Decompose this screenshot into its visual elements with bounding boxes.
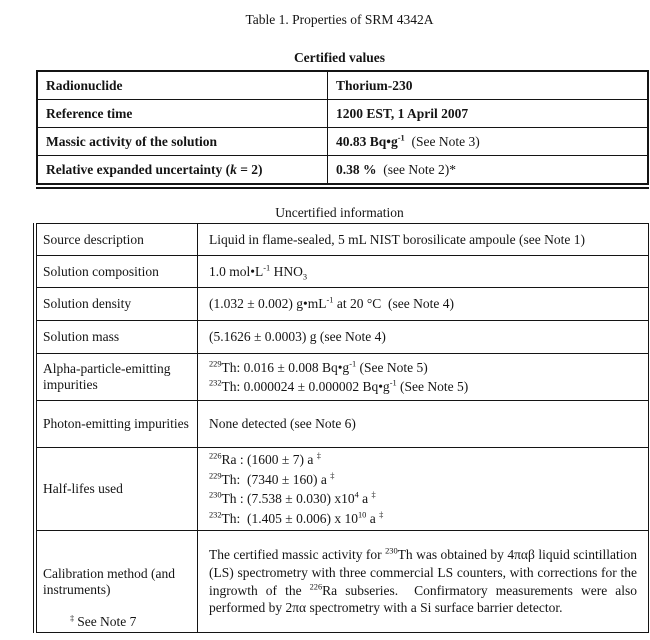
uncertified-information-heading: Uncertified information: [275, 205, 404, 220]
table-row: [37, 321, 649, 354]
row-label: Calibration method (and instruments): [37, 531, 198, 633]
row-label: Relative expanded uncertainty (k = 2): [37, 156, 328, 185]
table-row: [37, 256, 649, 288]
table-row: [37, 100, 648, 128]
value-line: Liquid in flame-sealed, 5 mL NIST borosilicate ampoule (see Note 1): [209, 231, 586, 247]
row-value: [198, 401, 649, 448]
table-row: [37, 401, 649, 448]
value-line: None detected (see Note 6): [209, 416, 356, 432]
row-label: Photon-emitting impurities: [37, 401, 198, 448]
row-label: Alpha-particle-emitting impurities: [37, 354, 198, 401]
row-label: Solution mass: [37, 321, 198, 354]
table-row: [37, 354, 649, 401]
value-line: $^{229}$Th: 0.016 ± 0.008 $Bq•g^{-1}$ (See Note 5): [209, 359, 428, 375]
row-label: Radionuclide: [37, 71, 328, 100]
value-line: 1.0 $mol•L^{-1}$ $HNO_3$: [209, 263, 308, 282]
row-value: [198, 531, 649, 633]
row-value: [198, 224, 649, 256]
value-line: $^{230}$Th : (7.538 ± 0.030) $x10^4$ a ‡: [209, 490, 376, 506]
value-line: $^{226}$Ra : (1600 ± 7) a ‡: [209, 451, 321, 467]
row-value: 0.38 % (see Note 2)*: [328, 156, 649, 185]
row-value: [198, 448, 649, 531]
value-line: $^{232}$Th: (1.405 ± 0.006) x $10^{10}$ a ‡: [209, 510, 384, 526]
row-value: 40.83 $Bq•g^{-1}$ (See Note 3): [328, 128, 649, 156]
row-label: Massic activity of the solution: [37, 128, 328, 156]
value-line: (1.032 ± 0.002) $g•mL^{-1}$ at 20 °C (see Note 4): [209, 295, 454, 312]
table-row: [37, 448, 649, 531]
value-line: (5.1626 ± 0.0003) g (see Note 4): [209, 329, 386, 345]
table-row: [37, 156, 648, 185]
uncertified-information-table: [33, 223, 649, 633]
footnote-marker: ‡: [70, 613, 75, 623]
certified-values-heading: Certified values: [293, 50, 386, 65]
row-label: Reference time: [37, 100, 328, 128]
row-label: Solution composition: [37, 256, 198, 288]
certified-values-table: [36, 70, 649, 189]
row-label: Half-lifes used: [37, 448, 198, 531]
row-value: 1200 EST, 1 April 2007: [328, 100, 649, 128]
footnote: [70, 614, 136, 630]
row-value: [198, 321, 649, 354]
table-row: [37, 71, 648, 100]
footnote-text: See Note 7: [77, 614, 137, 629]
value-line: $^{229}$Th: (7340 ± 160) a ‡: [209, 471, 335, 487]
row-value: [198, 288, 649, 321]
row-value: [198, 256, 649, 288]
table-row: [37, 224, 649, 256]
table-row: [37, 288, 649, 321]
table-row: [37, 128, 648, 156]
value-paragraph: The certified massic activity for $^{230}$Th was obtained by 4παβ liquid scintillation (LS) spectrometry with three commercial LS counters, with corrections for the ingrowth of the $^{226}$Ra subseries. Confirmatory measurements were also performed by 2πα spectrometry with a Si surface barrier detector.: [209, 546, 637, 616]
row-value: Thorium-230: [328, 71, 649, 100]
row-value: [198, 354, 649, 401]
value-line: $^{232}$Th: 0.000024 ± 0.000002 $Bq•g^{-1}$ (See Note 5): [209, 378, 469, 394]
row-label: Source description: [37, 224, 198, 256]
document-title: Table 1. Properties of SRM 4342A: [245, 12, 434, 27]
row-label: Solution density: [37, 288, 198, 321]
